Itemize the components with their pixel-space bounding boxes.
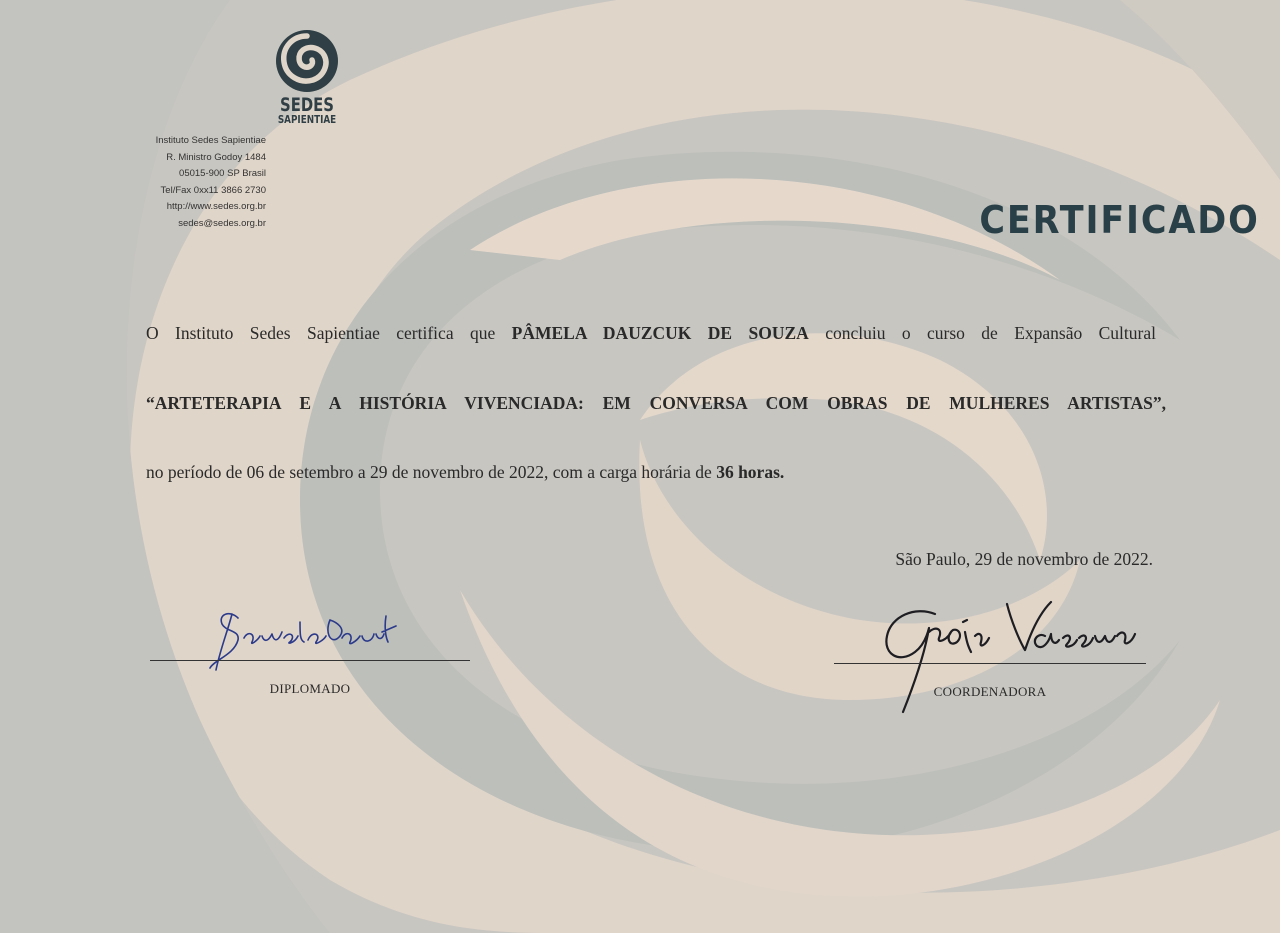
spiral-logo-icon [274, 28, 340, 94]
logo-subtitle: SAPIENTIAE [277, 113, 337, 126]
signature-line [834, 663, 1146, 664]
statement-intro: O Instituto Sedes Sapientiae certifica que [146, 323, 512, 343]
certificate-title: CERTIFICADO [979, 198, 1260, 242]
course-title: “ARTETERAPIA E A HISTÓRIA VIVENCIADA: EM CONVERSA COM OBRAS DE MULHERES ARTISTAS”, [146, 393, 1166, 413]
signature-line [150, 660, 470, 661]
address-line: Instituto Sedes Sapientiae [155, 135, 266, 146]
course-hours: 36 horas. [716, 462, 785, 482]
recipient-name: PÂMELA DAUZCUK DE SOUZA [511, 323, 809, 343]
address-line: http://www.sedes.org.br [166, 201, 266, 212]
certification-statement [146, 323, 1156, 344]
signature-label-coordenadora: COORDENADORA [933, 684, 1047, 699]
address-line: 05015-900 SP Brasil [179, 168, 266, 179]
statement-course-type: concluiu o curso de Expansão Cultural [808, 323, 1156, 343]
sedes-logo [262, 28, 352, 126]
address-line: sedes@sedes.org.br [178, 217, 266, 229]
address-line: Tel/Fax 0xx11 3866 2730 [160, 184, 266, 196]
signature-diplomado [150, 660, 470, 697]
signature-coordenadora [834, 663, 1146, 700]
address-line: R. Ministro Godoy 1484 [166, 151, 266, 163]
signature-label-diplomado: DIPLOMADO [269, 681, 351, 696]
institution-address [100, 133, 266, 232]
period-text: no período de 06 de setembro a 29 de novembro de 2022, com a carga horária de [146, 462, 717, 482]
coordenadora-signature [875, 592, 1145, 722]
logo-wordmark: SEDES [280, 94, 334, 116]
course-period [146, 462, 784, 483]
issue-date-place: São Paulo, 29 de novembro de 2022. [895, 549, 1153, 569]
